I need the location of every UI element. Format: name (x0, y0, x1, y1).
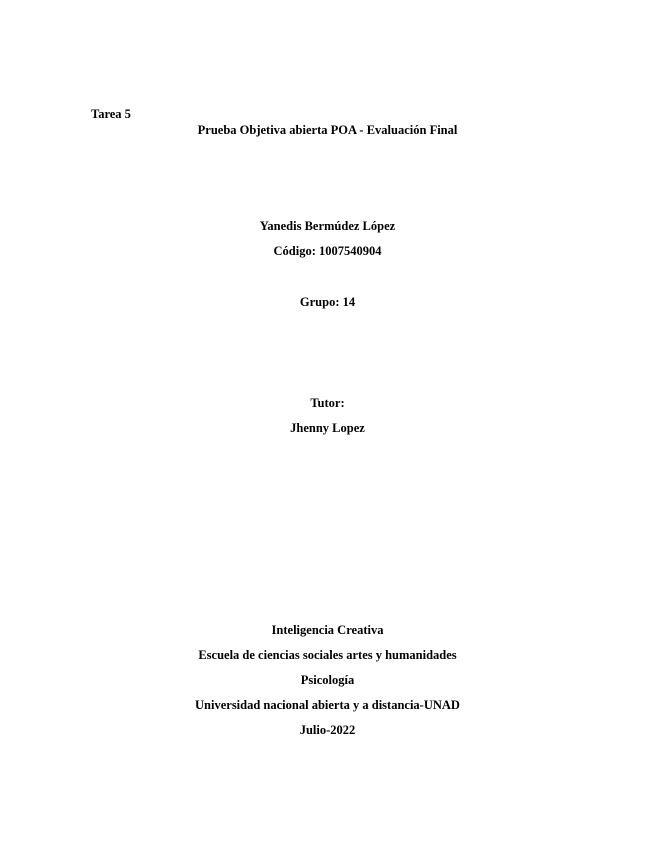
university-name: Universidad nacional abierta y a distancia-UNAD (195, 698, 460, 712)
author-name: Yanedis Bermúdez López (259, 219, 396, 233)
task-label: Tarea 5 (91, 107, 131, 121)
tutor-name: Jhenny Lopez (290, 421, 365, 435)
program-name: Psicología (300, 673, 355, 687)
group-number: Grupo: 14 (299, 295, 356, 309)
course-name: Inteligencia Creativa (271, 623, 384, 637)
school-name: Escuela de ciencias sociales artes y humanidades (198, 648, 457, 662)
document-date: Julio-2022 (299, 723, 356, 737)
document-title: Prueba Objetiva abierta POA - Evaluación Final (197, 123, 458, 137)
student-code: Código: 1007540904 (273, 244, 382, 258)
tutor-label: Tutor: (310, 396, 345, 410)
